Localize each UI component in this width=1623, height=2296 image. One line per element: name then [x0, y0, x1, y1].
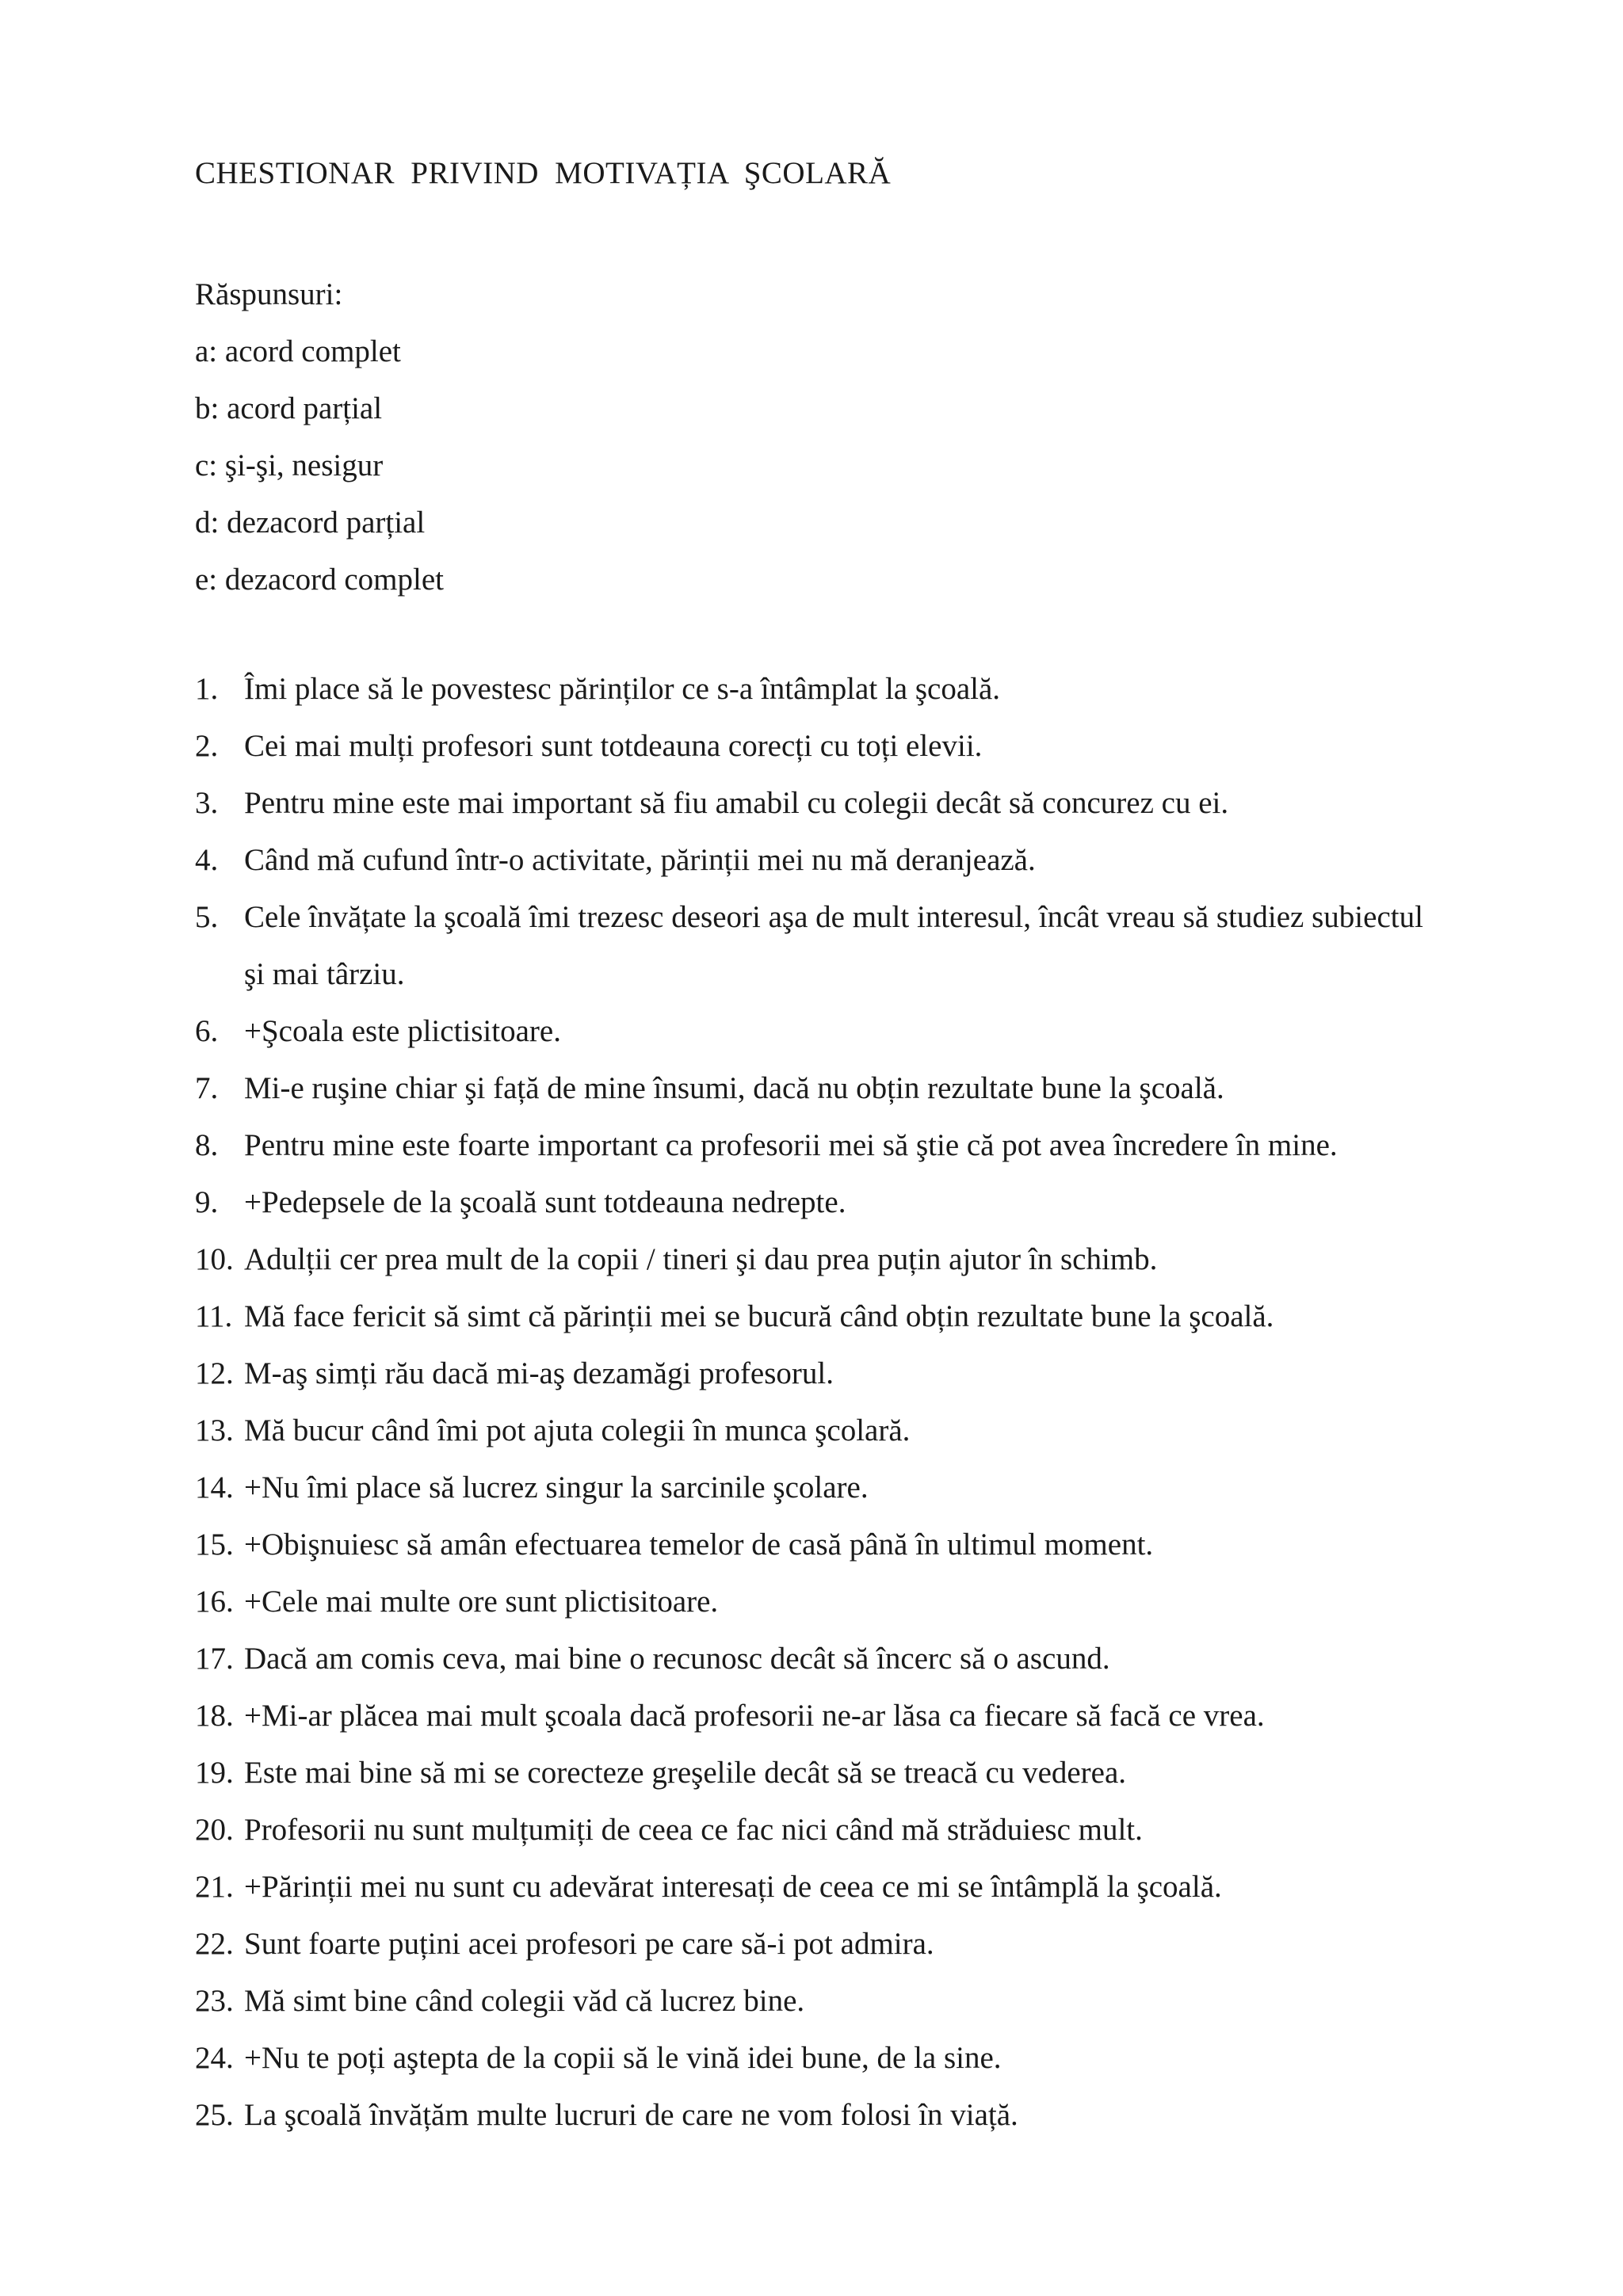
- question-text: Este mai bine să mi se corecteze greşelile decât să se treacă cu vederea.: [244, 1756, 1127, 1790]
- question-number: 7.: [195, 1071, 219, 1105]
- question-item: [195, 832, 1447, 889]
- question-list: [195, 661, 1447, 2144]
- question-number: 1.: [195, 672, 219, 706]
- answer-option-c: c: şi-şi, nesigur: [195, 448, 384, 482]
- question-number: 22.: [195, 1927, 234, 1961]
- question-text: La şcoală învățăm multe lucruri de care ne vom folosi în viață.: [244, 2098, 1018, 2132]
- question-item: [195, 1117, 1447, 1174]
- question-item: [195, 1288, 1447, 1345]
- answer-option-a: a: acord complet: [195, 334, 401, 368]
- question-item: [195, 1973, 1447, 2030]
- question-number: 24.: [195, 2041, 234, 2075]
- question-number: 19.: [195, 1756, 234, 1790]
- question-item: [195, 2087, 1447, 2144]
- question-number: 18.: [195, 1699, 234, 1733]
- question-number: 8.: [195, 1128, 219, 1162]
- question-text: Dacă am comis ceva, mai bine o recunosc decât să încerc să o ascund.: [244, 1642, 1110, 1676]
- question-item: [195, 889, 1447, 1003]
- answers-heading: Răspunsuri:: [195, 277, 343, 311]
- question-number: 20.: [195, 1813, 234, 1847]
- question-item: [195, 718, 1447, 775]
- question-number: 3.: [195, 786, 219, 820]
- question-item: [195, 1916, 1447, 1973]
- question-text: Când mă cufund într-o activitate, părinții mei nu mă deranjează.: [244, 843, 1036, 877]
- question-text: M-aş simți rău dacă mi-aş dezamăgi profesorul.: [244, 1356, 834, 1390]
- question-item: [195, 1630, 1447, 1688]
- question-text: Îmi place să le povestesc părinților ce s-a întâmplat la şcoală.: [244, 672, 1001, 706]
- question-text: Profesorii nu sunt mulțumiți de ceea ce fac nici când mă străduiesc mult.: [244, 1813, 1143, 1847]
- question-item: [195, 661, 1447, 718]
- question-text: Mi-e ruşine chiar şi față de mine însumi, dacă nu obțin rezultate bune la şcoală.: [244, 1071, 1224, 1105]
- question-number: 23.: [195, 1984, 234, 2018]
- question-item: [195, 1060, 1447, 1117]
- question-text: +Nu te poți aştepta de la copii să le vină idei bune, de la sine.: [244, 2041, 1002, 2075]
- question-item: [195, 1516, 1447, 1573]
- question-text: Mă simt bine când colegii văd că lucrez bine.: [244, 1984, 805, 2018]
- question-number: 4.: [195, 843, 219, 877]
- answer-option-b: b: acord parțial: [195, 391, 383, 425]
- question-number: 5.: [195, 900, 219, 934]
- question-item: [195, 1459, 1447, 1516]
- question-text: +Părinții mei nu sunt cu adevărat interesați de ceea ce mi se întâmplă la şcoală.: [244, 1870, 1222, 1904]
- question-text: Mă bucur când îmi pot ajuta colegii în munca şcolară.: [244, 1413, 911, 1447]
- answer-scale: [195, 266, 444, 608]
- question-number: 12.: [195, 1356, 234, 1390]
- question-number: 14.: [195, 1470, 234, 1505]
- question-item: [195, 1859, 1447, 1916]
- question-text: Adulții cer prea mult de la copii / tineri şi dau prea puțin ajutor în schimb.: [244, 1242, 1158, 1276]
- question-text: +Pedepsele de la şcoală sunt totdeauna nedrepte.: [244, 1185, 846, 1219]
- question-number: 15.: [195, 1527, 234, 1562]
- question-item: [195, 1745, 1447, 1802]
- question-text: Cele învățate la şcoală îmi trezesc deseori aşa de mult interesul, încât vreau să studiez subiectul şi mai târziu.: [244, 900, 1423, 991]
- question-text: +Mi-ar plăcea mai mult şcoala dacă profesorii ne-ar lăsa ca fiecare să facă ce vrea.: [244, 1699, 1265, 1733]
- question-text: Pentru mine este foarte important ca profesorii mei să ştie că pot avea încredere în mine.: [244, 1128, 1338, 1162]
- question-item: [195, 1231, 1447, 1288]
- question-number: 16.: [195, 1585, 234, 1619]
- question-item: [195, 1802, 1447, 1859]
- answer-option-e: e: dezacord complet: [195, 563, 444, 597]
- question-number: 25.: [195, 2098, 234, 2132]
- question-item: [195, 2030, 1447, 2087]
- question-item: [195, 1402, 1447, 1459]
- answer-option-d: d: dezacord parțial: [195, 505, 426, 540]
- question-number: 21.: [195, 1870, 234, 1904]
- question-number: 9.: [195, 1185, 219, 1219]
- question-item: [195, 1003, 1447, 1060]
- question-item: [195, 1688, 1447, 1745]
- question-item: [195, 1174, 1447, 1231]
- question-number: 2.: [195, 729, 219, 763]
- question-number: 6.: [195, 1014, 219, 1048]
- question-text: Pentru mine este mai important să fiu amabil cu colegii decât să concurez cu ei.: [244, 786, 1229, 820]
- question-text: Cei mai mulți profesori sunt totdeauna corecți cu toți elevii.: [244, 729, 983, 763]
- question-number: 17.: [195, 1642, 234, 1676]
- question-number: 13.: [195, 1413, 234, 1447]
- document-title: CHESTIONAR PRIVIND MOTIVAȚIA ŞCOLARĂ: [195, 156, 892, 190]
- question-item: [195, 1345, 1447, 1402]
- question-number: 11.: [195, 1299, 233, 1333]
- question-item: [195, 1573, 1447, 1630]
- question-text: Sunt foarte puțini acei profesori pe care să-i pot admira.: [244, 1927, 934, 1961]
- question-text: +Şcoala este plictisitoare.: [244, 1014, 561, 1048]
- question-text: +Nu îmi place să lucrez singur la sarcinile şcolare.: [244, 1470, 869, 1505]
- question-text: Mă face fericit să simt că părinții mei se bucură când obțin rezultate bune la şcoală.: [244, 1299, 1274, 1333]
- question-item: [195, 775, 1447, 832]
- question-text: +Obişnuiesc să amân efectuarea temelor de casă până în ultimul moment.: [244, 1527, 1154, 1562]
- question-text: +Cele mai multe ore sunt plictisitoare.: [244, 1585, 719, 1619]
- question-number: 10.: [195, 1242, 234, 1276]
